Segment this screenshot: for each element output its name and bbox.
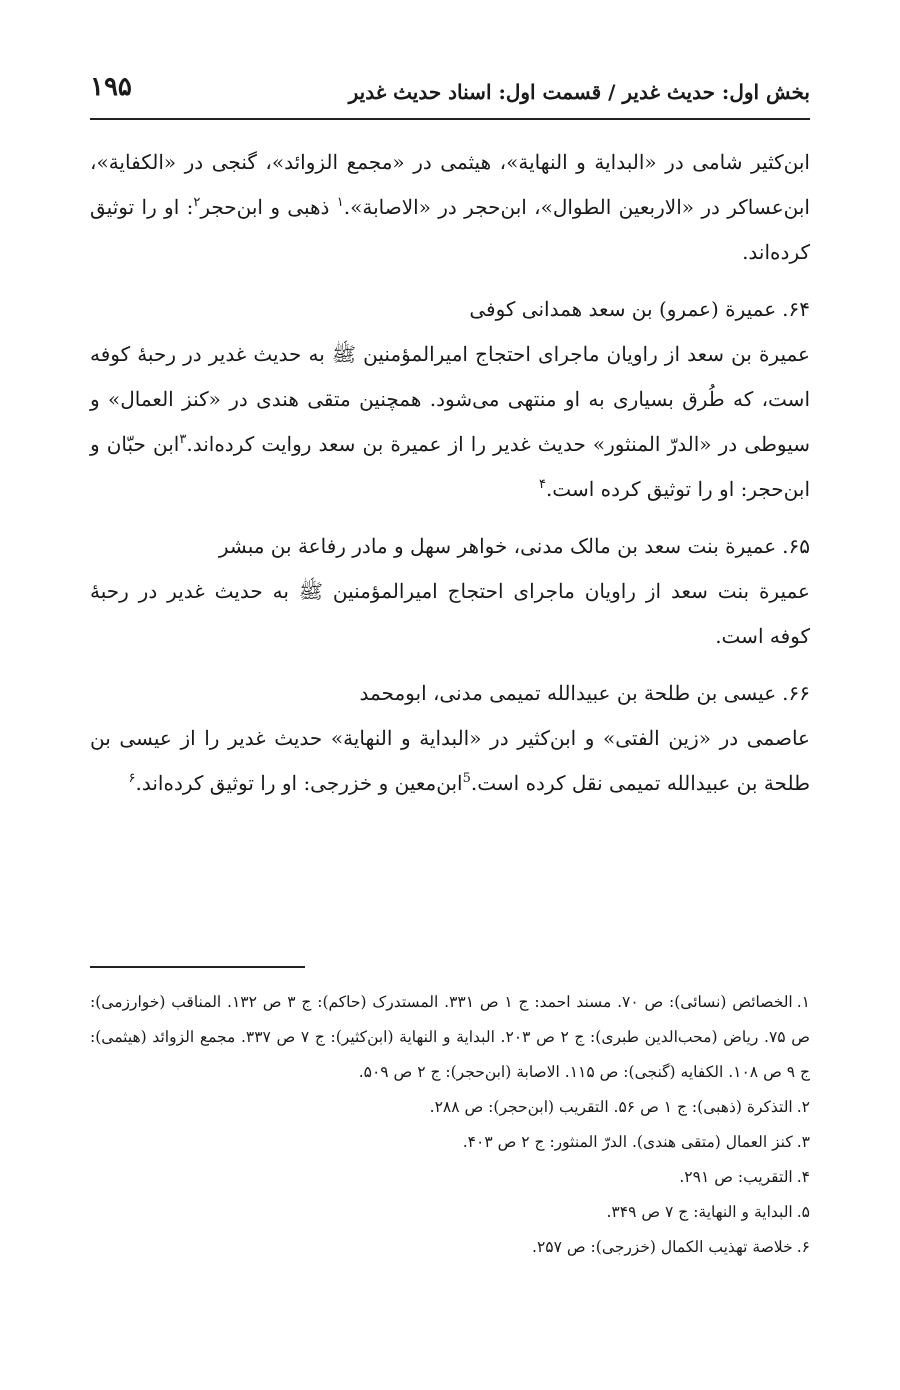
- footnote-text: البدایة و النهایة: ج ۷ ص ۳۴۹.: [606, 1203, 793, 1221]
- footnote-4: [90, 1160, 810, 1195]
- entry-title: عیسی بن طلحة بن عبیدالله تمیمی مدنی، ابومحمد: [359, 681, 777, 705]
- footnote-ref-5: 5: [462, 771, 471, 787]
- entry-paragraph: [90, 332, 810, 512]
- footnotes: [90, 985, 810, 1265]
- entry-heading: [90, 524, 810, 569]
- intro-text-a: ابن‌کثیر شامی در «البدایة و النهایة»، هیثمی در «مجمع الزوائد»، گنجی در «الکفایة»، ابن‌عساکر در «الاربعین الطوال»، ابن‌حجر در «الاصابة».: [90, 150, 810, 219]
- entry-title: عمیرة (عمرو) بن سعد همدانی کوفی: [469, 297, 777, 321]
- header-divider: [90, 118, 810, 120]
- footnote-1: [90, 985, 810, 1090]
- entry-number: ۶۴.: [782, 297, 810, 321]
- narrator-entry-66: [90, 671, 810, 806]
- entry-text-a: عاصمی در «زین الفتی» و ابن‌کثیر در «البدایة و النهایة» حدیث غدیر را از عیسی بن طلحة بن عبیدالله تمیمی نقل کرده است.: [90, 726, 810, 795]
- entry-heading: [90, 671, 810, 716]
- footnote-ref-1: ۱: [336, 195, 344, 211]
- narrator-entry-65: [90, 524, 810, 659]
- running-title: بخش اول: حدیث غدیر / قسمت اول: اسناد حدیث غدیر: [348, 80, 810, 104]
- footnote-5: [90, 1195, 810, 1230]
- page-number: ۱۹۵: [90, 72, 132, 102]
- intro-text-b: ذهبی و ابن‌حجر: [200, 195, 337, 219]
- footnote-text: التقریب: ص ۲۹۱.: [679, 1168, 793, 1186]
- book-page: [90, 0, 810, 1390]
- footnote-ref-2: ۲: [193, 195, 201, 211]
- entry-text-b: ابن‌معین و خزرجی: او را توثیق کرده‌اند.: [135, 771, 463, 795]
- footnote-number: ۶.: [796, 1238, 810, 1256]
- page-header: [90, 72, 810, 108]
- footnote-ref-6: ۶: [128, 771, 136, 787]
- footnote-text: التذکرة (ذهبی): ج ۱ ص ۵۶. التقریب (ابن‌حجر): ص ۲۸۸.: [429, 1098, 793, 1116]
- footnote-text: کنز العمال (متقی هندی). الدرّ المنثور: ج ۲ ص ۴۰۳.: [462, 1133, 793, 1151]
- intro-text-c: : او را توثیق کرده‌اند.: [90, 195, 810, 264]
- entry-paragraph: [90, 569, 810, 659]
- entry-number: ۶۵.: [782, 534, 810, 558]
- footnote-2: [90, 1090, 810, 1125]
- entry-text-a: عمیرة بنت سعد از راویان ماجرای احتجاج امیرالمؤمنین ﷺ به حدیث غدیر در رحبهٔ کوفه است.: [90, 579, 810, 648]
- footnote-6: [90, 1230, 810, 1265]
- footnote-number: ۵.: [796, 1203, 810, 1221]
- footnote-number: ۲.: [796, 1098, 810, 1116]
- footnote-3: [90, 1125, 810, 1160]
- narrator-entry-64: [90, 287, 810, 512]
- entry-text-a: عمیرة بن سعد از راویان ماجرای احتجاج امیرالمؤمنین ﷺ به حدیث غدیر در رحبهٔ کوفه است، که طُرق بسیاری به او منتهی می‌شود. همچنین متقی هندی در «کنز العمال» و سیوطی در «الدرّ المنثور» حدیث غدیر را از عمیرة بن سعد روایت کرده‌اند.: [90, 342, 810, 456]
- entry-number: ۶۶.: [782, 681, 810, 705]
- entry-title: عمیرة بنت سعد بن مالک مدنی، خواهر سهل و مادر رفاعة بن مبشر: [218, 534, 777, 558]
- footnote-ref-4: ۴: [538, 477, 546, 493]
- entry-text-b: ابن حبّان و ابن‌حجر: او را توثیق کرده است.: [90, 432, 810, 501]
- footnote-ref-3: ۳: [179, 432, 187, 448]
- footnote-text: خلاصة تهذیب الکمال (خزرجی): ص ۲۵۷.: [532, 1238, 793, 1256]
- footnote-number: ۴.: [796, 1168, 810, 1186]
- footnote-number: ۱.: [796, 993, 810, 1011]
- footnote-number: ۳.: [796, 1133, 810, 1151]
- entry-paragraph: [90, 716, 810, 806]
- page-body: [90, 140, 810, 806]
- intro-paragraph: [90, 140, 810, 275]
- footnote-text: الخصائص (نسائی): ص ۷۰. مسند احمد: ج ۱ ص ۳۳۱. المستدرک (حاکم): ج ۳ ص ۱۳۲. المناقب (خوارزمی): ص ۷۵. ریاض (محب‌الدین طبری): ج ۲ ص ۲۰۳. البدایة و النهایة (ابن‌کثیر): ج ۷ ص ۳۳۷. مجمع الزوائد (هیثمی): ج ۹ ص ۱۰۸. الکفایه (گنجی): ص ۱۱۵. الاصابة (ابن‌حجر): ج ۲ ص ۵۰۹.: [90, 993, 810, 1081]
- entry-heading: [90, 287, 810, 332]
- footnote-divider: [90, 966, 305, 968]
